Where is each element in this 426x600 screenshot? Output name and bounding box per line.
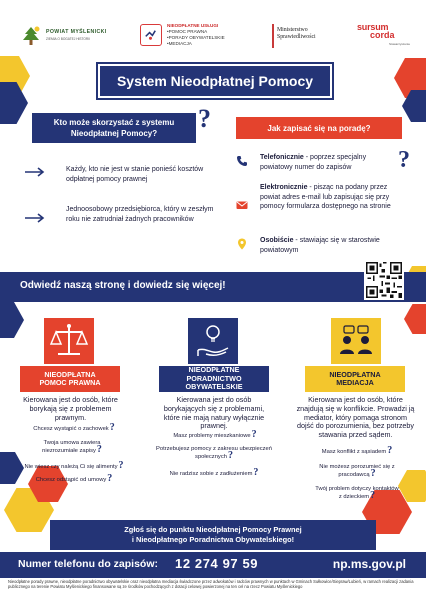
sursum-corda-logo	[357, 22, 417, 54]
mediation-heading-text: NIEODPŁATNA MEDIACJA	[329, 369, 381, 387]
hexagon-decoration	[0, 82, 28, 124]
question-text: Chcesz odstąpić od umowy	[35, 476, 107, 483]
signup-method-desc: - pisząc na podany przez powiat adres e-mail lub zapisując się przy pomocy formularza dostępnego na stronie	[260, 184, 391, 210]
legal-aid-heading-text: NIEODPŁATNA POMOC PRAWNA	[39, 369, 101, 387]
npp-logo-line: •PORADY OBYWATELSKIE	[167, 35, 225, 40]
question-text: Twoja umowa zawiera niezrozumiałe zapisy	[42, 440, 101, 454]
hexagon-decoration	[404, 304, 426, 334]
powiat-subtitle: ZIEMIA O BOGATEJ HISTORII	[46, 37, 90, 41]
mediation-heading	[305, 366, 405, 392]
question-mark-icon: ?	[398, 147, 410, 173]
civic-advice-heading-text: NIEODPŁATNE PORADNICTWO OBYWATELSKIE	[185, 365, 243, 392]
visit-banner	[0, 272, 426, 302]
legal-aid-question	[18, 460, 130, 471]
eligibility-item-text: Każdy, kto nie jest w stanie ponieść kosztów odpłatnej pomocy prawnej	[66, 166, 204, 183]
page-title: System Nieodpłatnej Pomocy	[116, 73, 314, 89]
contact-box	[50, 520, 376, 550]
question-mark-icon: ?	[118, 460, 124, 471]
signup-method-label: Telefonicznie	[260, 154, 304, 161]
phone-icon	[236, 155, 248, 167]
mediation-question	[305, 445, 409, 456]
ministry-line: Sprawiedliwości	[277, 34, 316, 40]
eligibility-item	[24, 205, 214, 241]
question-text: Chcesz wystąpić o zachowek	[33, 425, 109, 432]
question-text: Twój problem dotyczy kontaktów z dzieckiem	[315, 486, 399, 500]
people-talking-icon	[331, 318, 381, 364]
question-text: Nie wiesz czy należą Ci się alimenty	[24, 463, 118, 470]
question-text: Masz problemy mieszkaniowe	[173, 432, 251, 439]
eligibility-item-text: Jednoosobowy przedsiębiorca, który w zeszłym roku nie zatrudniał żadnych pracowników	[66, 206, 214, 223]
question-text: Masz konflikt z sąsiadem	[321, 448, 387, 455]
legal-aid-description: Kierowana jest do osób, które borykają się z problemem prawnym.	[23, 395, 118, 422]
qr-code-icon	[366, 262, 402, 298]
arrow-right-icon	[24, 167, 46, 177]
question-mark-icon: ?	[96, 443, 102, 455]
phone-label: Numer telefonu do zapisów:	[18, 558, 159, 570]
powiat-myslenicki-logo	[20, 21, 125, 55]
question-mark-icon: ?	[107, 473, 113, 484]
legal-aid-question	[32, 440, 112, 455]
question-mark-icon: ?	[370, 489, 376, 501]
hand-lightbulb-icon	[188, 318, 238, 364]
signup-header-text: Jak zapisać się na poradę?	[267, 123, 371, 133]
question-mark-icon: ?	[227, 449, 233, 461]
signup-header	[236, 117, 402, 139]
powiat-name: POWIAT MYŚLENICKI	[46, 29, 107, 35]
npp-logo-text	[167, 23, 225, 47]
phone-bar	[0, 552, 426, 578]
qr-code[interactable]	[364, 260, 404, 300]
npp-logo-line: •POMOC PRAWNA	[167, 29, 208, 34]
signup-method-text	[260, 183, 400, 212]
legal-aid-icon-box	[44, 318, 94, 364]
ministry-logo-bar	[272, 24, 274, 48]
signup-method-text	[260, 153, 400, 172]
npp-logo-heading: NIEODPŁATNE USŁUGI	[167, 23, 219, 28]
sursum-word: sursum	[357, 22, 389, 32]
civic-advice-icon-box	[188, 318, 238, 364]
ministry-line: Ministerstwo	[277, 27, 308, 33]
signup-method-phone	[236, 153, 411, 177]
question-mark-icon: ?	[370, 467, 376, 479]
corda-word: corda	[370, 30, 395, 40]
signup-method-desc: - poprzez specjalny powiatowy numer do zapisów	[260, 154, 367, 171]
ministry-logo	[272, 24, 342, 54]
contact-box-line: i Nieodpłatnego Poradnictwa Obywatelskiego!	[131, 535, 295, 544]
funding-footnote: Nieodpłatne porady prawne, nieodpłatne poradnictwo obywatelskie oraz nieodpłatna mediacja świadczone przez adwokatów i radców prawnych w punktach w Gminach Sułkowice/Siepraw/Lubień, w ramach realizacji zadania publicznego na terenie Powiatu Myślenickiego finansowane są ze środków pochodzących z dotacji celowej powierzonej na ten cel na rzecz Powiatu Myślenickiego	[8, 579, 414, 590]
civic-advice-question	[156, 446, 272, 461]
mail-icon	[236, 199, 248, 211]
signup-method-in-person	[236, 236, 411, 260]
question-text: Nie możesz porozumieć się z pracodawcą	[319, 464, 395, 478]
scales-icon	[44, 318, 94, 364]
phone-number[interactable]: 12 274 97 59	[175, 556, 259, 571]
mediation-icon-box	[331, 318, 381, 364]
tree-logo-icon	[20, 25, 42, 47]
visit-banner-text: Odwiedź naszą stronę i dowiedz się więcej!	[20, 280, 226, 291]
civic-advice-heading	[159, 366, 269, 392]
legal-aid-question	[24, 422, 124, 433]
logo-row	[0, 18, 426, 58]
signup-method-desc: - stawiając się w starostwie powiatowym	[260, 237, 380, 254]
location-pin-icon	[236, 238, 248, 250]
question-mark-icon: ?	[109, 422, 115, 433]
page-title-box	[98, 64, 332, 98]
question-text: Potrzebujesz pomocy z zakresu ubezpieczeń społecznych	[156, 446, 272, 460]
signup-method-email	[236, 183, 411, 227]
hexagon-decoration	[0, 302, 24, 338]
npp-mark-icon	[140, 24, 162, 46]
npp-logo	[140, 18, 250, 54]
mediation-question	[305, 464, 409, 479]
mediation-question	[315, 486, 399, 501]
civic-advice-description: Kierowana jest do osób borykających się z problemami, które nie mają natury wyłącznie prawnej.	[163, 395, 265, 431]
question-mark-icon: ?	[251, 429, 257, 440]
signup-method-label: Osobiście	[260, 237, 294, 244]
legal-aid-heading	[20, 366, 120, 392]
sursum-subtitle: Stowarzyszenie	[389, 42, 411, 46]
civic-advice-question	[158, 467, 270, 478]
npp-logo-line: •MEDIACJA	[167, 41, 192, 46]
eligibility-header	[32, 113, 196, 143]
signup-method-text	[260, 236, 400, 255]
civic-advice-question	[160, 429, 270, 440]
eligibility-header-text: Kto może skorzystać z systemu Nieodpłatnej Pomocy?	[53, 118, 175, 138]
question-mark-icon: ?	[253, 467, 259, 478]
question-mark-icon: ?	[387, 445, 393, 456]
eligibility-item	[24, 165, 214, 189]
ministry-logo-text	[277, 27, 316, 41]
contact-box-line: Zgłoś się do punktu Nieodpłatnej Pomocy Prawnej	[124, 525, 302, 534]
question-text: Nie radzisz sobie z zadłużeniem	[169, 470, 253, 477]
mediation-description: Kierowana jest do osób, które znajdują się w konflikcie. Prowadzi ją mediator, który pomaga stronom dojść do porozumienia, bez potrzeby stawania przed sądem.	[296, 395, 415, 440]
question-mark-icon: ?	[198, 104, 211, 133]
legal-aid-question	[22, 473, 126, 484]
arrow-right-icon	[24, 213, 46, 223]
website-link[interactable]: np.ms.gov.pl	[332, 557, 406, 571]
signup-method-label: Elektronicznie	[260, 184, 308, 191]
